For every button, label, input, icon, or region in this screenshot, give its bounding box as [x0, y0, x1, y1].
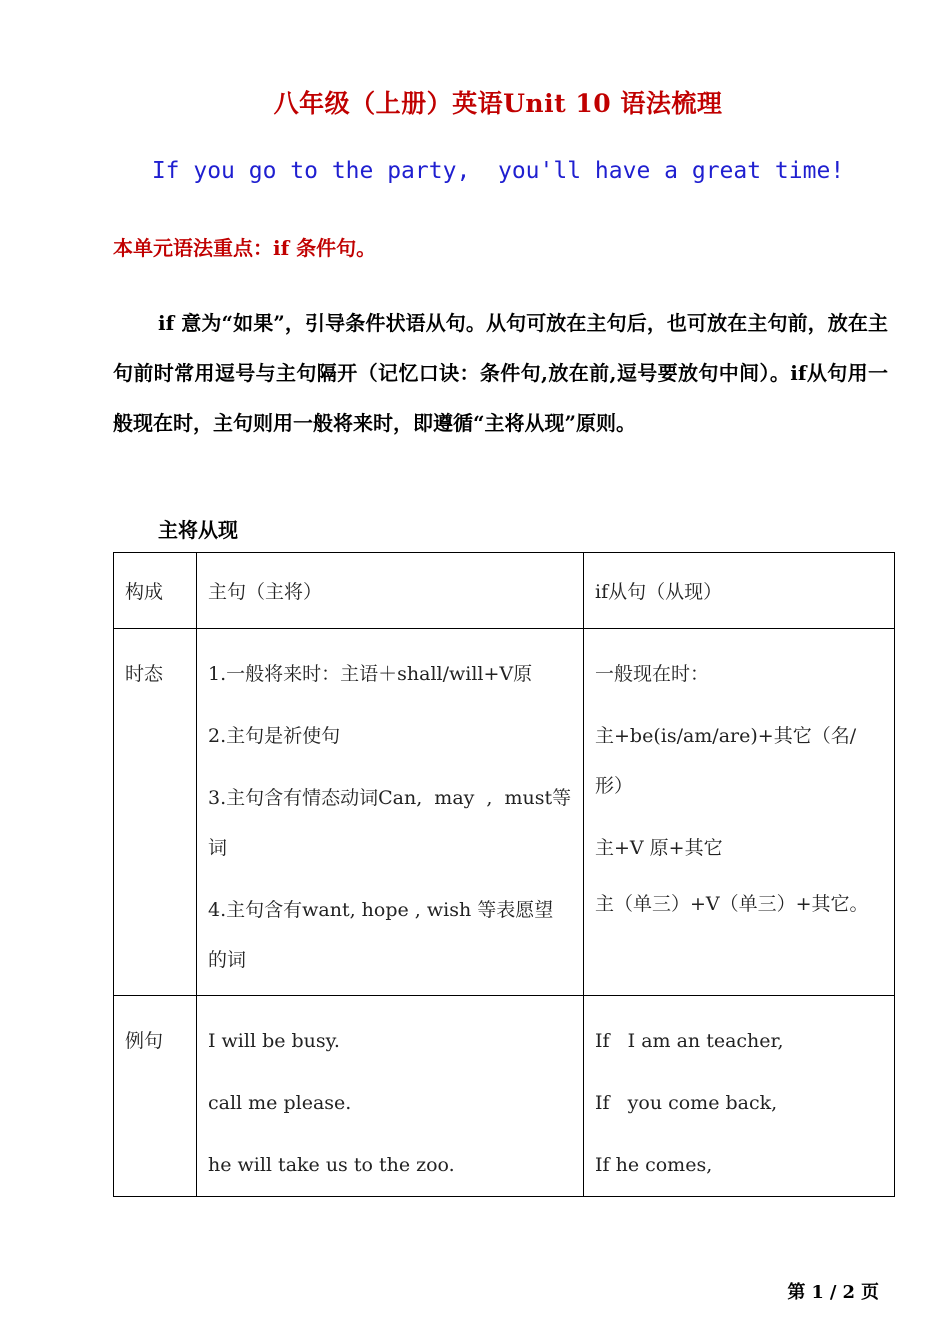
tense-row: [114, 629, 895, 996]
if-example-1: If I am an teacher,: [595, 1030, 784, 1052]
page-number: [784, 1278, 882, 1304]
main-rule-1: 1.一般将来时：主语＋shall/will+V原: [208, 663, 533, 685]
if-rule-4: 主（单三）+V（单三）+其它。: [595, 893, 869, 915]
page-total: 2: [842, 1282, 855, 1303]
table-heading: 主将从现: [158, 518, 238, 542]
main-rule-4: 4.主句含有want, hope , wish 等表愿望的词: [208, 899, 554, 971]
example-row: [114, 996, 895, 1197]
grammar-focus: 本单元语法重点：if 条件句。: [113, 236, 377, 260]
header-cell-if-clause: if从句（从现）: [584, 553, 895, 629]
if-rule-2: 主+be(is/am/are)+其它（名/形）: [595, 725, 857, 797]
main-example-2: call me please.: [208, 1092, 352, 1114]
if-rule-1: 一般现在时：: [595, 663, 710, 685]
page-suffix: 页: [861, 1282, 879, 1303]
table-header-row: [114, 553, 895, 629]
example-label: 例句: [125, 1030, 164, 1052]
if-example-3: If he comes,: [595, 1154, 713, 1176]
if-rule-3: 主+V 原+其它: [595, 837, 723, 859]
tense-label: 时态: [125, 663, 164, 685]
page-current: 1: [811, 1282, 824, 1303]
main-rule-2: 2.主句是祈使句: [208, 725, 341, 747]
header-cell-composition: 构成: [114, 553, 197, 629]
page-prefix: 第: [787, 1282, 806, 1303]
main-rule-3: 3.主句含有情态动词Can, may , must等词: [208, 787, 572, 859]
header-cell-main-clause: 主句（主将）: [197, 553, 584, 629]
page-title: 八年级（上册）英语Unit 10 语法梳理: [273, 89, 723, 118]
if-example-2: If you come back,: [595, 1092, 778, 1114]
unit-subtitle: If you go to the party, you'll have a great time!: [151, 158, 845, 184]
page-separator: /: [829, 1282, 837, 1303]
grammar-table: [113, 552, 895, 1197]
main-example-1: I will be busy.: [208, 1030, 340, 1052]
explanation-paragraph: if 意为“如果”，引导条件状语从句。从句可放在主句后，也可放在主句前，放在主句前时常用逗号与主句隔开（记忆口诀：条件句,放在前,逗号要放句中间）。if从句用一般现在时，主句则用一般将来时，即遵循“主将从现”原则。: [113, 311, 888, 435]
main-example-3: he will take us to the zoo.: [208, 1154, 455, 1176]
